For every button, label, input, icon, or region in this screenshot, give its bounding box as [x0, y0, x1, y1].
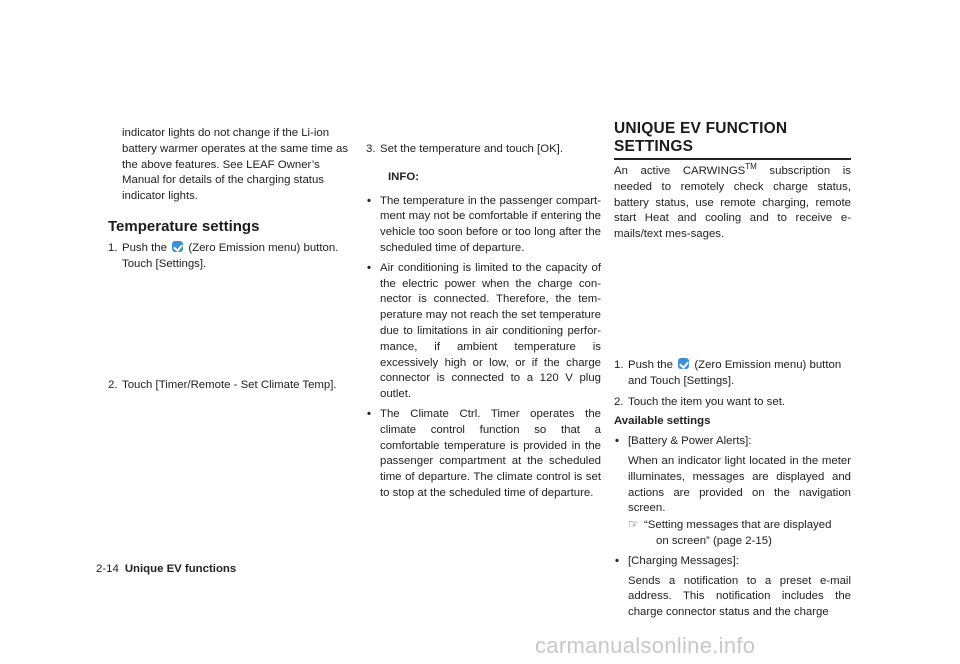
- setting-label: [Charging Messages]:: [628, 554, 739, 567]
- setting-label: [Battery & Power Alerts]:: [628, 435, 752, 448]
- intro-paragraph: [108, 126, 348, 205]
- info-bullet: [366, 194, 601, 257]
- step-text: Push the: [122, 241, 167, 254]
- middle-column: [366, 142, 601, 502]
- setting-item: [614, 434, 851, 550]
- section-rule: [614, 158, 851, 160]
- info-bullet: [366, 261, 601, 403]
- bullet-marker: •: [367, 407, 371, 420]
- intro-line: Manual for details of the charging status: [122, 174, 324, 187]
- available-settings-heading: Available settings: [614, 415, 711, 428]
- step-text: Push the: [628, 358, 673, 371]
- bullet-marker: •: [615, 554, 619, 567]
- right-column: [614, 120, 851, 621]
- intro-text: An active CARWINGS: [614, 165, 746, 177]
- bullet-text: Air conditioning is limited to the capacity of the electric power when the charge con-nector is connected. Therefore, the tem-perature may not reach the set temperature due to limitations in air conditioning perfor-mance, if ambient temperature is excessively high or low, or if the charge connector is connected to a 120 V plug outlet.: [380, 261, 601, 401]
- intro-line: indicator lights.: [122, 190, 198, 203]
- setting-description: Sends a notification to a preset e-mail address. This notification includes the charge connector status and the charge: [628, 574, 851, 619]
- step-2: [614, 395, 851, 411]
- reference-text: on screen” (page 2-15): [656, 534, 772, 547]
- step-text: Touch [Timer/Remote - Set Climate Temp].: [122, 378, 337, 391]
- step-number: 2.: [108, 378, 118, 391]
- watermark-link[interactable]: carmanualsonline.info: [535, 633, 756, 658]
- intro-line: indicator lights do not change if the Li-ion: [122, 127, 330, 139]
- page-reference: [628, 517, 851, 550]
- intro-line: the above features. See LEAF Owner’s: [122, 158, 320, 171]
- step-text: (Zero Emission menu) button: [694, 358, 842, 371]
- bullet-marker: •: [367, 194, 371, 207]
- zero-emission-menu-icon: [172, 241, 183, 252]
- footer-title: Unique EV functions: [124, 563, 237, 575]
- intro-line: battery warmer operates at the same time as: [122, 142, 349, 155]
- carwings-paragraph: [614, 164, 851, 243]
- bullet-marker: •: [367, 261, 371, 274]
- step-text: Set the temperature and touch [OK].: [380, 143, 563, 155]
- zero-emission-menu-icon: [678, 358, 689, 369]
- step-number: 1.: [614, 358, 624, 371]
- info-bullet: [366, 407, 601, 502]
- section-title: UNIQUE EV FUNCTION SETTINGS: [614, 120, 788, 155]
- reference-text: “Setting messages that are displayed: [644, 519, 832, 532]
- trademark-mark: TM: [745, 162, 757, 171]
- reference-arrow-icon: ☞: [628, 517, 639, 532]
- page-footer: [96, 562, 236, 578]
- bullet-marker: •: [615, 435, 619, 448]
- left-column: [108, 126, 348, 393]
- step-2: [108, 378, 348, 394]
- setting-item: [614, 554, 851, 621]
- step-3: [366, 142, 601, 158]
- step-number: 3.: [366, 143, 376, 155]
- step-text: Touch the item you want to set.: [628, 395, 786, 408]
- bullet-text: The Climate Ctrl. Timer operates the climate control function so that a comfortable temperature is provided in the passenger compartment at the scheduled time of departure. The climate control is set to stop at the scheduled time of departure.: [380, 407, 601, 499]
- bullet-text: The temperature in the passenger compart-ment may not be comfortable if entering the vehicle too soon before or too long after the scheduled time of departure.: [380, 194, 601, 254]
- temperature-settings-heading: Temperature settings: [108, 217, 260, 235]
- step-text: and Touch [Settings].: [628, 374, 735, 387]
- step-text: (Zero Emission menu) button.: [188, 241, 339, 254]
- step-number: 2.: [614, 395, 624, 408]
- step-number: 1.: [108, 241, 118, 254]
- intro-text: subscription is needed to remotely check charge status, battery status, use remote charging, remote start Heat and cooling and to receive e-mails/text mes-sages.: [614, 165, 851, 241]
- page-number: 2-14: [96, 563, 119, 575]
- info-label: INFO:: [388, 170, 420, 183]
- step-text: Touch [Settings].: [122, 257, 207, 270]
- step-1: [614, 358, 851, 390]
- step-1: [108, 241, 348, 273]
- setting-description: When an indicator light located in the meter illuminates, messages are displayed and actions are provided on the navigation screen.: [628, 454, 851, 515]
